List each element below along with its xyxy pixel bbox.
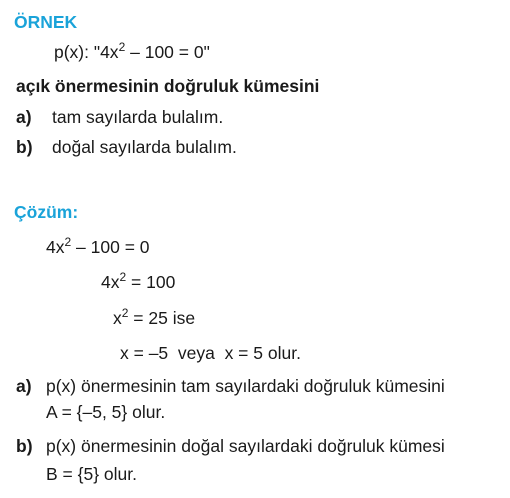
answer-label-b: b) — [16, 436, 33, 456]
step-3-base: x — [113, 308, 122, 328]
solution-step-3 — [113, 308, 195, 328]
solution-step-2 — [101, 272, 175, 292]
step-3-rest: = 25 ise — [128, 308, 196, 328]
solution-step-4: x = –5 veya x = 5 olur. — [120, 343, 301, 363]
example-heading: ÖRNEK — [14, 12, 78, 32]
answer-label-a: a) — [16, 376, 32, 396]
solution-step-1 — [46, 237, 150, 257]
part-text-b: doğal sayılarda bulalım. — [52, 137, 237, 157]
answer-a-line-2: A = {–5, 5} olur. — [46, 402, 166, 422]
open-statement — [54, 42, 210, 62]
statement-suffix: – 100 = 0" — [125, 42, 210, 62]
step-2-rest: = 100 — [126, 272, 176, 292]
question-text: açık önermesinin doğruluk kümesini — [16, 76, 320, 96]
step-2-base: 4x — [101, 272, 120, 292]
part-label-b: b) — [16, 137, 33, 157]
answer-b-line-2: B = {5} olur. — [46, 464, 137, 484]
part-label-a: a) — [16, 107, 32, 127]
solution-heading: Çözüm: — [14, 202, 79, 222]
part-text-a: tam sayılarda bulalım. — [52, 107, 224, 127]
step-1-rest: – 100 = 0 — [71, 237, 150, 257]
statement-prefix: p(x): "4x — [54, 42, 119, 62]
step-2-exponent: 2 — [119, 270, 127, 284]
statement-exponent: 2 — [118, 40, 126, 54]
step-3-exponent: 2 — [121, 306, 129, 320]
answer-b-line-1: p(x) önermesinin doğal sayılardaki doğruluk kümesi — [46, 436, 445, 456]
answer-a-line-1: p(x) önermesinin tam sayılardaki doğruluk kümesini — [46, 376, 445, 396]
step-1-exponent: 2 — [64, 235, 72, 249]
step-1-base: 4x — [46, 237, 65, 257]
